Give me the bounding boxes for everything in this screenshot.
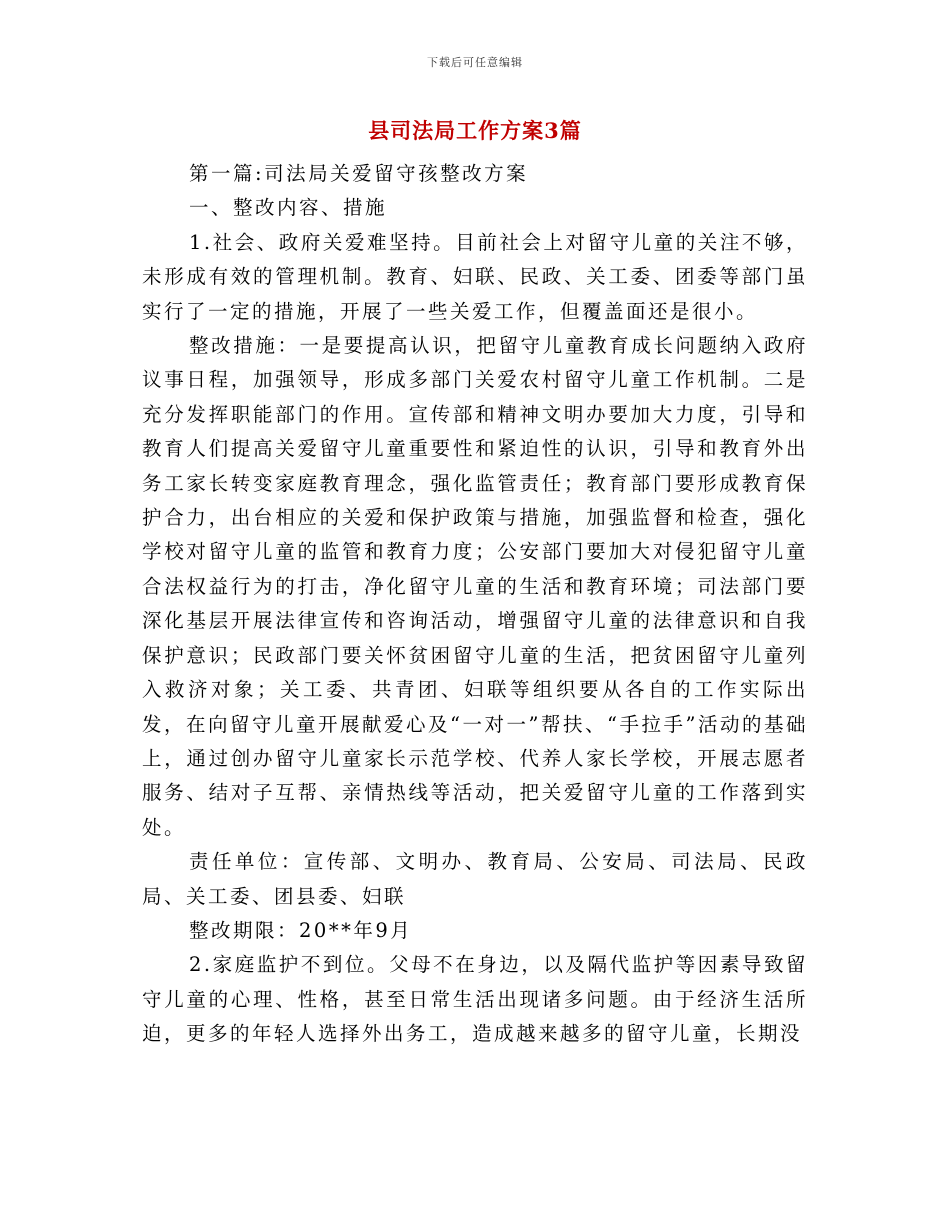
section-heading: 第一篇:司法局关爱留守孩整改方案	[189, 162, 529, 185]
document-body	[142, 157, 808, 1052]
paragraph: 责任单位：宣传部、文明办、教育局、公安局、司法局、民政局、关工委、团县委、妇联	[142, 850, 808, 908]
paragraph: 1.社会、政府关爱难坚持。目前社会上对留守儿童的关注不够，未形成有效的管理机制。教育、妇联、民政、关工委、团委等部门虽实行了一定的措施，开展了一些关爱工作，但覆盖面还是很小。	[142, 230, 808, 323]
paragraph: 2.家庭监护不到位。父母不在身边，以及隔代监护等因素导致留守儿童的心理、性格，甚至日常生活出现诸多问题。由于经济生活所迫，更多的年轻人选择外出务工，造成越来越多的留守儿童，长期没	[142, 953, 808, 1046]
paragraph: 整改措施：一是要提高认识，把留守儿童教育成长问题纳入政府议事日程，加强领导，形成多部门关爱农村留守儿童工作机制。二是充分发挥职能部门的作用。宣传部和精神文明办要加大力度，引导和教育人们提高关爱留守儿童重要性和紧迫性的认识，引导和教育外出务工家长转变家庭教育理念，强化监管责任；教育部门要形成教育保护合力，出台相应的关爱和保护政策与措施，加强监督和检查，强化学校对留守儿童的监管和教育力度；公安部门要加大对侵犯留守儿童合法权益行为的打击，净化留守儿童的生活和教育环境；司法部门要深化基层开展法律宣传和咨询活动，增强留守儿童的法律意识和自我保护意识；民政部门要关怀贫困留守儿童的生活，把贫困留守儿童列入救济对象；关工委、共青团、妇联等组织要从各自的工作实际出发，在向留守儿童开展献爱心及“一对一”帮扶、“手拉手”活动的基础上，通过创办留守儿童家长示范学校、代养人家长学校，开展志愿者服务、结对子互帮、亲情热线等活动，把关爱留守儿童的工作落到实处。	[142, 334, 808, 839]
page-header: 下载后可任意编辑	[427, 56, 523, 69]
paragraph: 整改期限：20**年9月	[189, 918, 413, 942]
document-title: 县司法局工作方案3篇	[368, 118, 582, 143]
subsection-heading: 一、整改内容、措施	[189, 196, 388, 220]
